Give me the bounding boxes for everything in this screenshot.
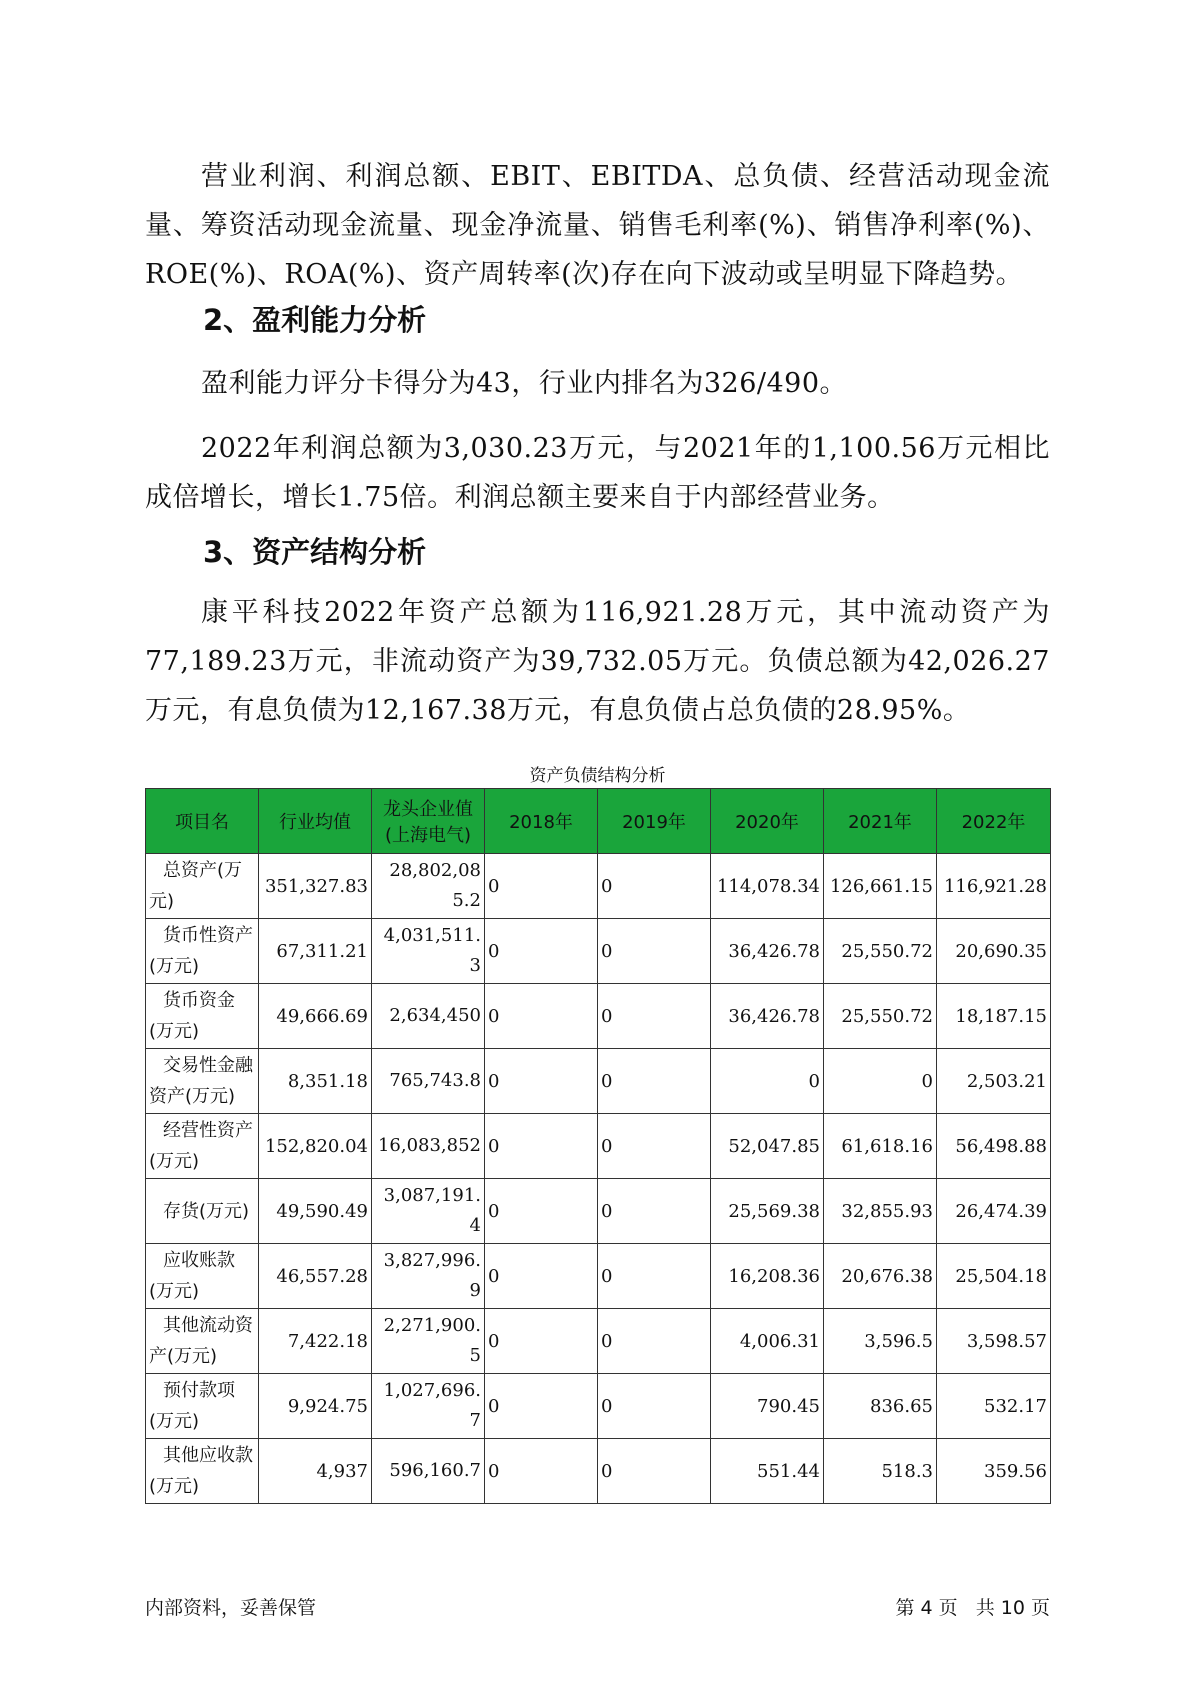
table-cell: 126,661.15 — [824, 854, 937, 919]
row-label: 预付款项(万元) — [146, 1374, 259, 1439]
heading-profitability: 2、盈利能力分析 — [203, 303, 427, 337]
table-cell: 0 — [485, 1309, 598, 1374]
table-cell: 0 — [598, 984, 711, 1049]
row-label: 货币性资产(万元) — [146, 919, 259, 984]
table-cell: 0 — [598, 1114, 711, 1179]
table-cell: 8,351.18 — [259, 1049, 372, 1114]
paragraph-assets: 康平科技2022年资产总额为116,921.28万元，其中流动资产为77,189.23万元，非流动资产为39,732.05万元。负债总额为42,026.27万元，有息负债为12,167.38万元，有息负债占总负债的28.95%。 — [145, 597, 1050, 726]
table-row — [146, 1309, 1051, 1374]
table-cell: 61,618.16 — [824, 1114, 937, 1179]
table-cell: 3,087,191.4 — [372, 1179, 485, 1244]
table-cell: 0 — [485, 1439, 598, 1504]
table-cell: 7,422.18 — [259, 1309, 372, 1374]
header-cell: 2021年 — [824, 789, 937, 854]
table-cell: 3,596.5 — [824, 1309, 937, 1374]
table-cell: 0 — [485, 984, 598, 1049]
table-cell: 596,160.7 — [372, 1439, 485, 1504]
row-label: 存货(万元) — [146, 1179, 259, 1244]
table-row — [146, 1114, 1051, 1179]
table-cell: 20,676.38 — [824, 1244, 937, 1309]
table-cell: 0 — [598, 1244, 711, 1309]
table-cell: 518.3 — [824, 1439, 937, 1504]
header-cell: 项目名 — [146, 789, 259, 854]
table-cell: 49,590.49 — [259, 1179, 372, 1244]
table-row — [146, 984, 1051, 1049]
table-cell: 359.56 — [937, 1439, 1051, 1504]
row-label: 总资产(万元) — [146, 854, 259, 919]
table-cell: 25,550.72 — [824, 984, 937, 1049]
table-cell: 116,921.28 — [937, 854, 1051, 919]
heading-asset-structure: 3、资产结构分析 — [203, 535, 427, 569]
table-cell: 0 — [485, 1374, 598, 1439]
table-cell: 36,426.78 — [711, 984, 824, 1049]
table-cell: 4,031,511.3 — [372, 919, 485, 984]
table-cell: 49,666.69 — [259, 984, 372, 1049]
table-row — [146, 1374, 1051, 1439]
header-cell: 2019年 — [598, 789, 711, 854]
table-cell: 52,047.85 — [711, 1114, 824, 1179]
table-cell: 0 — [598, 854, 711, 919]
table-cell: 0 — [598, 1049, 711, 1114]
table-cell: 1,027,696.7 — [372, 1374, 485, 1439]
header-cell: 2018年 — [485, 789, 598, 854]
table-cell: 0 — [485, 1244, 598, 1309]
table-cell: 32,855.93 — [824, 1179, 937, 1244]
row-label: 其他应收款(万元) — [146, 1439, 259, 1504]
table-cell: 351,327.83 — [259, 854, 372, 919]
table-cell: 0 — [598, 1439, 711, 1504]
table-cell: 9,924.75 — [259, 1374, 372, 1439]
row-label: 经营性资产(万元) — [146, 1114, 259, 1179]
table-cell: 25,550.72 — [824, 919, 937, 984]
table-cell: 4,006.31 — [711, 1309, 824, 1374]
table-cell: 3,598.57 — [937, 1309, 1051, 1374]
table-cell: 67,311.21 — [259, 919, 372, 984]
row-label: 其他流动资产(万元) — [146, 1309, 259, 1374]
table-cell: 16,208.36 — [711, 1244, 824, 1309]
table-cell: 3,827,996.9 — [372, 1244, 485, 1309]
table-cell: 16,083,852 — [372, 1114, 485, 1179]
table-cell: 2,634,450 — [372, 984, 485, 1049]
table-cell: 0 — [598, 1309, 711, 1374]
row-label: 交易性金融资产(万元) — [146, 1049, 259, 1114]
table-cell: 551.44 — [711, 1439, 824, 1504]
table-cell: 2,271,900.5 — [372, 1309, 485, 1374]
table-header-row — [146, 789, 1051, 854]
table-cell: 0 — [711, 1049, 824, 1114]
table-cell: 20,690.35 — [937, 919, 1051, 984]
table-cell: 25,504.18 — [937, 1244, 1051, 1309]
table-cell: 0 — [485, 854, 598, 919]
table-cell: 0 — [485, 919, 598, 984]
page-number: 第 4 页 共 10 页 — [895, 1597, 1050, 1619]
table-row — [146, 1049, 1051, 1114]
table-row — [146, 919, 1051, 984]
table-cell: 790.45 — [711, 1374, 824, 1439]
header-cell: 龙头企业值(上海电气) — [372, 789, 485, 854]
table-cell: 26,474.39 — [937, 1179, 1051, 1244]
table-cell: 18,187.15 — [937, 984, 1051, 1049]
table-cell: 532.17 — [937, 1374, 1051, 1439]
table-cell: 36,426.78 — [711, 919, 824, 984]
paragraph-profit: 2022年利润总额为3,030.23万元，与2021年的1,100.56万元相比成倍增长，增长1.75倍。利润总额主要来自于内部经营业务。 — [145, 433, 1050, 513]
table-cell: 114,078.34 — [711, 854, 824, 919]
table-cell: 152,820.04 — [259, 1114, 372, 1179]
table-row — [146, 1439, 1051, 1504]
paragraph-scorecard: 盈利能力评分卡得分为43，行业内排名为326/490。 — [201, 368, 848, 399]
table-cell: 0 — [598, 1374, 711, 1439]
balance-sheet-table — [145, 788, 1051, 1504]
table-cell: 0 — [598, 1179, 711, 1244]
paragraph-trend: 营业利润、利润总额、EBIT、EBITDA、总负债、经营活动现金流量、筹资活动现金流量、现金净流量、销售毛利率(%)、销售净利率(%)、ROE(%)、ROA(%)、资产周转率(次)存在向下波动或呈明显下降趋势。 — [145, 161, 1050, 290]
footer-note: 内部资料，妥善保管 — [145, 1597, 317, 1619]
table-cell: 0 — [485, 1179, 598, 1244]
table-cell: 25,569.38 — [711, 1179, 824, 1244]
table-row — [146, 1244, 1051, 1309]
table-cell: 4,937 — [259, 1439, 372, 1504]
table-cell: 0 — [824, 1049, 937, 1114]
table-row — [146, 1179, 1051, 1244]
table-cell: 46,557.28 — [259, 1244, 372, 1309]
table-cell: 0 — [485, 1114, 598, 1179]
row-label: 货币资金(万元) — [146, 984, 259, 1049]
row-label: 应收账款(万元) — [146, 1244, 259, 1309]
header-cell: 2022年 — [937, 789, 1051, 854]
table-cell: 56,498.88 — [937, 1114, 1051, 1179]
table-cell: 28,802,085.2 — [372, 854, 485, 919]
table-caption: 资产负债结构分析 — [529, 766, 666, 786]
table-cell: 836.65 — [824, 1374, 937, 1439]
header-cell: 行业均值 — [259, 789, 372, 854]
table-cell: 0 — [598, 919, 711, 984]
table-row — [146, 854, 1051, 919]
header-cell: 2020年 — [711, 789, 824, 854]
table-cell: 0 — [485, 1049, 598, 1114]
table-cell: 765,743.8 — [372, 1049, 485, 1114]
table-cell: 2,503.21 — [937, 1049, 1051, 1114]
